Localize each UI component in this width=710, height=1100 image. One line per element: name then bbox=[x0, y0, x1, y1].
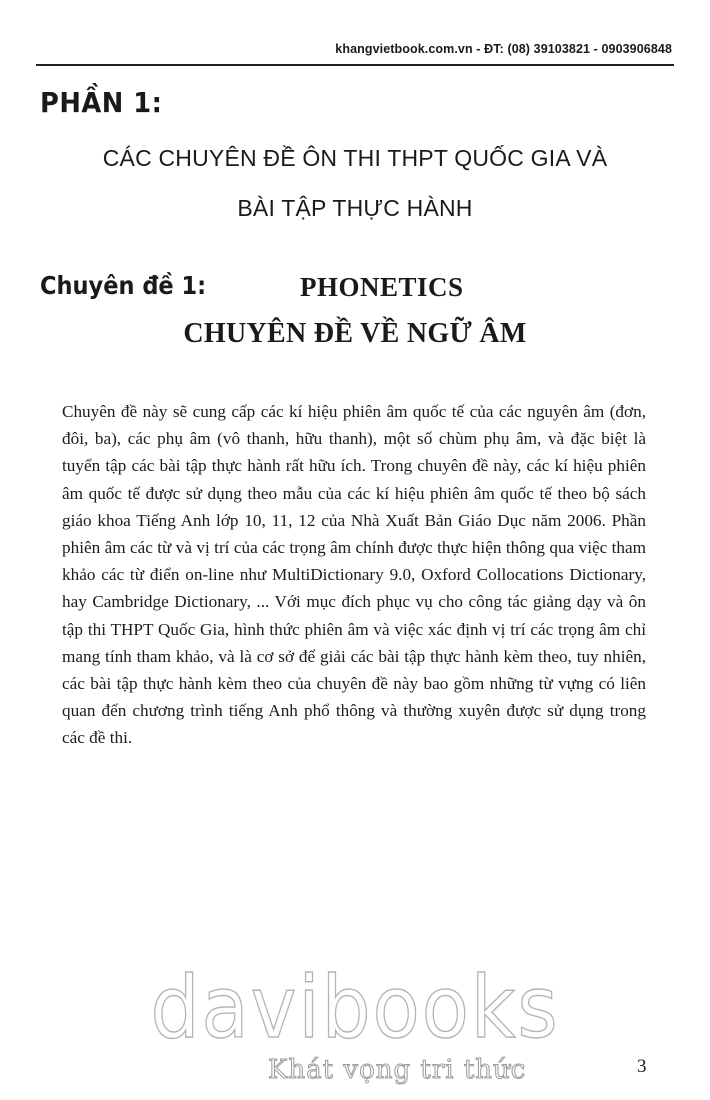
topic-title-english: PHONETICS bbox=[300, 272, 464, 302]
topic-label: Chuyên đề 1: bbox=[40, 271, 207, 300]
page-number: 3 bbox=[637, 1056, 647, 1077]
intro-paragraph: Chuyên đề này sẽ cung cấp các kí hiệu phiên âm quốc tế của các nguyên âm (đơn, đôi, ba), các phụ âm (vô thanh, hữu thanh), một số chùm phụ âm, và đặc biệt là tuyển tập các bài tập thực hành rất hữu ích. Trong chuyên đề này, các kí hiệu phiên âm quốc tế được sử dụng theo mẫu của các kí hiệu phiên âm quốc tế theo bộ sách giáo khoa Tiếng Anh lớp 10, 11, 12 của Nhà Xuất Bản Giáo Dục năm 2006. Phần phiên âm các từ và vị trí của các trọng âm chính được thực hiện thông qua việc tham khảo các từ điển on-line như MultiDictionary 9.0, Oxford Collocations Dictionary, hay Cambridge Dictionary, ... Với mục đích phục vụ cho công tác giảng dạy và ôn tập thi THPT Quốc Gia, hình thức phiên âm và việc xác định vị trí các trọng âm chỉ mang tính tham khảo, và là cơ sở để giải các bài tập thực hành kèm theo, tuy nhiên, các bài tập thực hành kèm theo của chuyên đề này bao gồm những từ vựng có liên quan đến chương trình tiếng Anh phổ thông và thường xuyên được sử dụng trong các đề thi. bbox=[62, 402, 646, 748]
topic-title-vietnamese: CHUYÊN ĐỀ VỀ NGỮ ÂM bbox=[183, 318, 527, 349]
part-label: PHẦN 1: bbox=[40, 86, 163, 119]
part-title-line-2: BÀI TẬP THỰC HÀNH bbox=[237, 195, 473, 221]
page-header bbox=[36, 40, 674, 66]
watermark-tagline: Khát vọng tri thức bbox=[268, 1055, 527, 1085]
watermark-brand: davibooks bbox=[150, 958, 560, 1058]
header-contact-text: khangvietbook.com.vn - ĐT: (08) 39103821 - 0903906848 bbox=[335, 42, 672, 56]
part-title-line-1: CÁC CHUYÊN ĐỀ ÔN THI THPT QUỐC GIA VÀ bbox=[102, 145, 608, 171]
